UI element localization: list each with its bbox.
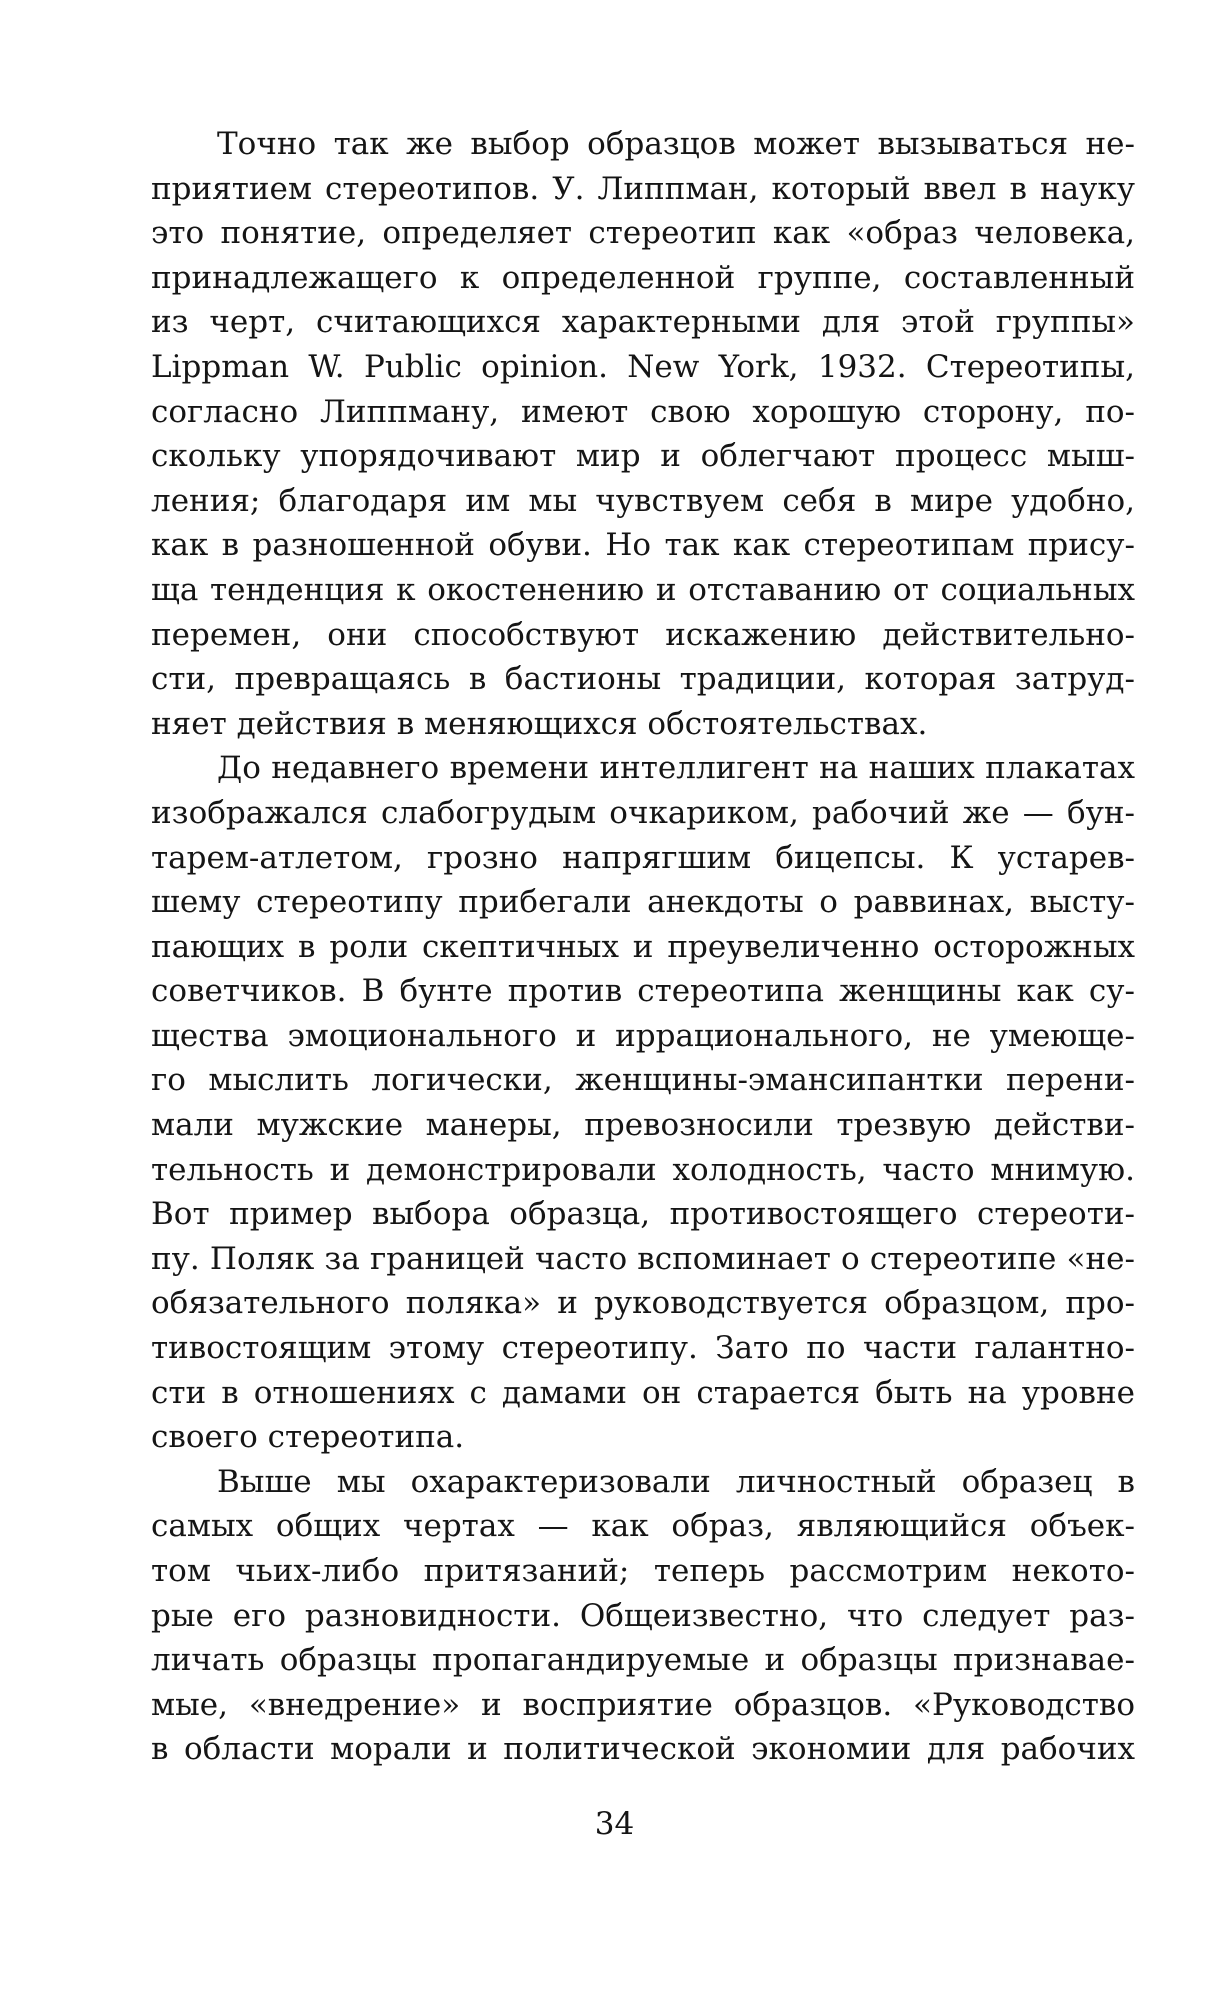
text-line: мые, «внедрение» и восприятие образцов. «Руководство: [151, 1686, 1135, 1723]
text-line: приятием стереотипов. У. Липпман, который ввел в науку: [151, 170, 1135, 207]
text-line: советчиков. В бунте против стереотипа женщины как су-: [151, 973, 1135, 1010]
text-line: том чьих-либо притязаний; теперь рассмотрим некото-: [151, 1553, 1135, 1589]
text-line: мали мужские манеры, превозносили трезвую действи-: [151, 1107, 1135, 1144]
text-line: пающих в роли скептичных и преувеличенно осторожных: [151, 928, 1135, 965]
text-line: тарем-атлетом, грозно напрягшим бицепсы. К устарев-: [151, 839, 1135, 876]
text-line: обязательного поляка» и руководствуется образцом, про-: [151, 1285, 1135, 1322]
body-text: [151, 122, 1135, 1772]
text-line: го мыслить логически, женщины-эмансипантки перени-: [151, 1062, 1135, 1099]
text-line: своего стереотипа.: [151, 1419, 465, 1456]
text-line: рые его разновидности. Общеизвестно, что следует раз-: [151, 1597, 1135, 1634]
text-line: щества эмоционального и иррационального, не умеюще-: [151, 1017, 1135, 1054]
text-line: изображался слабогрудым очкариком, рабочий же — бун-: [151, 794, 1135, 831]
text-line: ща тенденция к окостенению и отставанию от социальных: [151, 571, 1135, 608]
text-line: перемен, они способствуют искажению действительно-: [151, 616, 1135, 653]
text-line: самых общих чертах — как образ, являющийся объек-: [151, 1508, 1135, 1545]
text-line: Выше мы охарактеризовали личностный образец в: [217, 1463, 1135, 1500]
text-line: сти в отношениях с дамами он старается быть на уровне: [151, 1374, 1135, 1411]
text-line: это понятие, определяет стереотип как «образ человека,: [151, 215, 1135, 252]
text-line: шему стереотипу прибегали анекдоты о раввинах, высту-: [151, 884, 1135, 921]
text-line: личать образцы пропагандируемые и образцы признавае-: [151, 1642, 1135, 1679]
text-line: До недавнего времени интеллигент на наших плакатах: [217, 750, 1135, 787]
text-line: из черт, считающихся характерными для этой группы»: [151, 304, 1135, 341]
text-line: как в разношенной обуви. Но так как стереотипам прису-: [151, 527, 1135, 564]
text-line: няет действия в меняющихся обстоятельствах.: [151, 705, 928, 742]
text-line: ления; благодаря им мы чувствуем себя в мире удобно,: [151, 482, 1135, 519]
text-line: тельность и демонстрировали холодность, часто мнимую.: [151, 1151, 1135, 1188]
text-line: пу. Поляк за границей часто вспоминает о стереотипе «не-: [151, 1240, 1135, 1277]
text-line: в области морали и политической экономии для рабочих: [151, 1731, 1135, 1768]
text-line: Lippman W. Public opinion. New York, 1932. Стереотипы,: [151, 348, 1135, 385]
text-line: Точно так же выбор образцов может вызываться не-: [217, 126, 1135, 162]
text-line: Вот пример выбора образца, противостоящего стереоти-: [151, 1196, 1135, 1233]
text-line: тивостоящим этому стереотипу. Зато по части галантно-: [151, 1330, 1135, 1367]
text-line: согласно Липпману, имеют свою хорошую сторону, по-: [151, 393, 1135, 430]
text-line: сти, превращаясь в бастионы традиции, которая затруд-: [151, 661, 1135, 698]
text-line: принадлежащего к определенной группе, составленный: [151, 259, 1135, 296]
text-line: скольку упорядочивают мир и облегчают процесс мыш-: [151, 438, 1135, 475]
page-number: 34: [594, 1806, 635, 1842]
